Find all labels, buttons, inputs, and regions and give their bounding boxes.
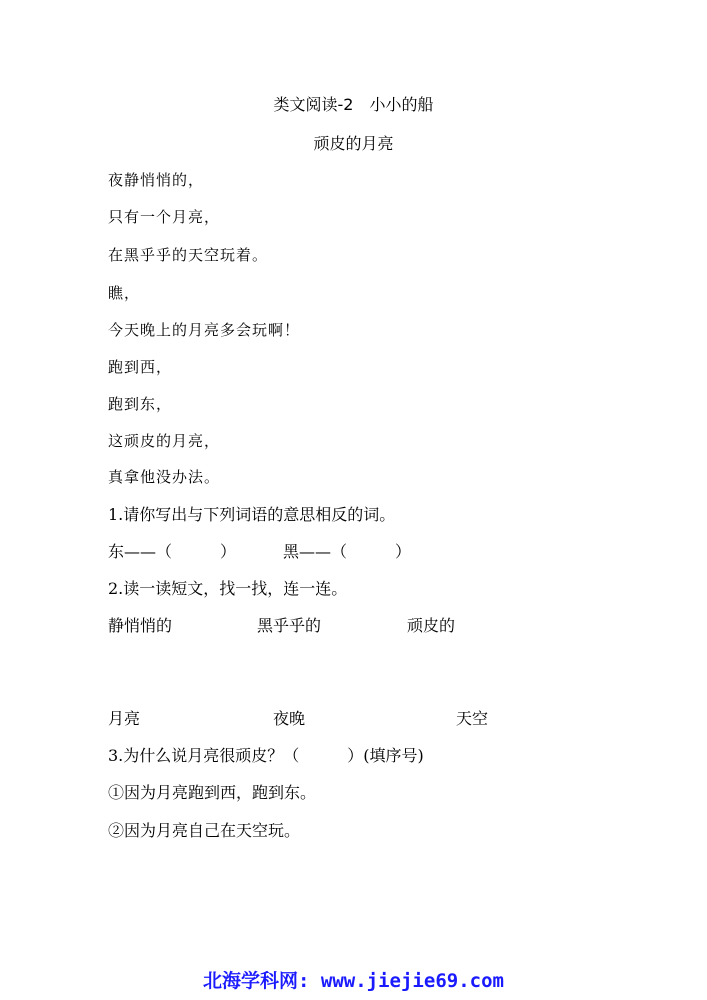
poem-line: 跑到西，	[108, 358, 173, 376]
poem-line: 真拿他没办法。	[108, 468, 221, 486]
option-1: ①因为月亮跑到西，跑到东。	[108, 783, 317, 802]
poem-line: 这顽皮的月亮，	[108, 432, 221, 450]
poem-title: 顽皮的月亮	[313, 134, 394, 153]
page-title: 类文阅读-2 小小的船	[273, 95, 434, 114]
poem-line: 只有一个月亮，	[108, 208, 221, 226]
question-1-text: 1.请你写出与下列词语的意思相反的词。	[108, 505, 396, 524]
antonym-blank-black[interactable]: 黑——（ ）	[283, 542, 412, 561]
poem-line: 夜静悄悄的，	[108, 171, 205, 189]
match-word-bottom[interactable]: 月亮	[108, 709, 141, 728]
antonym-blank-east[interactable]: 东——（ ）	[108, 542, 237, 561]
option-2: ②因为月亮自己在天空玩。	[108, 821, 301, 840]
question-3-text: 3.为什么说月亮很顽皮？（ ）(填序号)	[108, 746, 424, 765]
poem-line: 在黑乎乎的天空玩着。	[108, 246, 269, 264]
match-word-bottom[interactable]: 夜晚	[273, 709, 306, 728]
poem-line: 瞧，	[108, 284, 141, 302]
match-word-top[interactable]: 顽皮的	[407, 616, 456, 635]
poem-line: 今天晚上的月亮多会玩啊！	[108, 321, 301, 339]
footer-website[interactable]: 北海学科网: www.jiejie69.com	[203, 970, 504, 992]
question-2-text: 2.读一读短文，找一找，连一连。	[108, 579, 348, 598]
match-word-top[interactable]: 静悄悄的	[108, 616, 173, 635]
match-word-bottom[interactable]: 天空	[456, 709, 489, 728]
match-word-top[interactable]: 黑乎乎的	[257, 616, 322, 635]
poem-line: 跑到东，	[108, 395, 173, 413]
